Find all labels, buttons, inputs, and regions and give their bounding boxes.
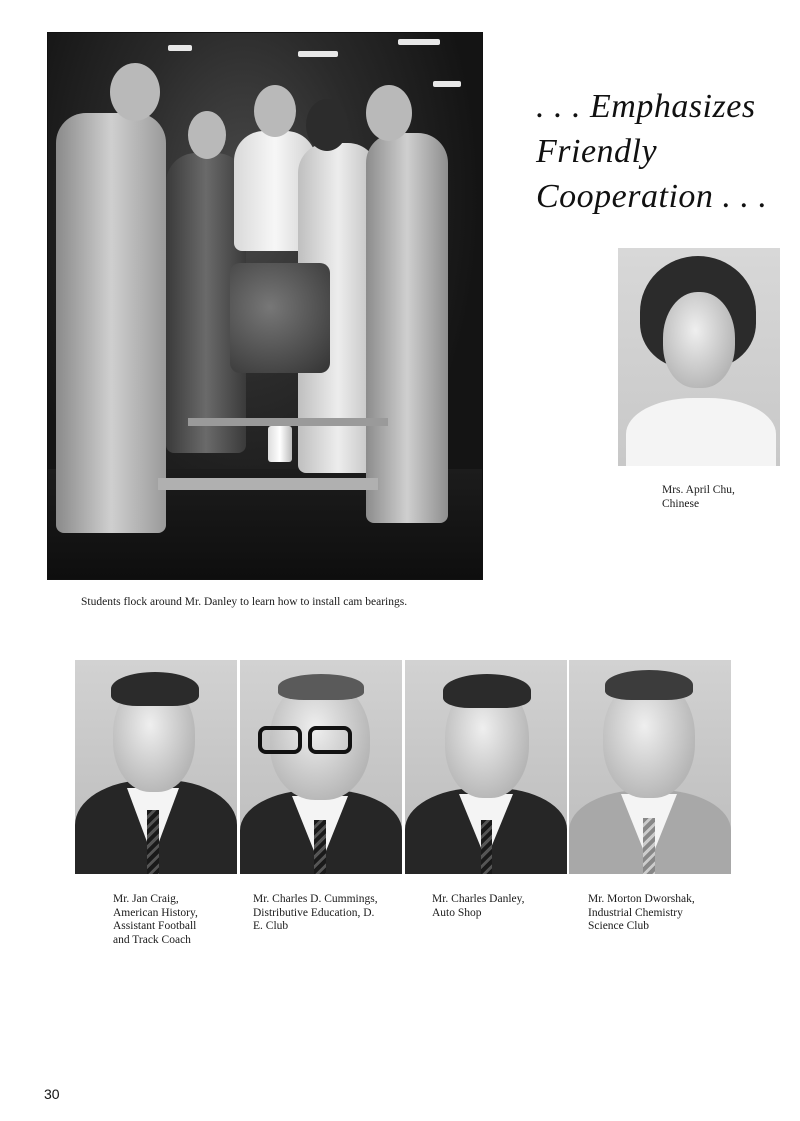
student-head xyxy=(366,85,412,141)
portrait-tie xyxy=(147,810,159,874)
headline-line: Friendly xyxy=(536,133,658,170)
portrait-caption-charles-cummings xyxy=(253,893,378,934)
headline xyxy=(536,84,786,219)
portrait-face xyxy=(663,292,735,388)
instructor-head xyxy=(254,85,296,137)
portrait-caption-jan-craig xyxy=(113,893,198,947)
caption-line: and Track Coach xyxy=(113,933,191,946)
glasses-lens-right xyxy=(308,726,352,754)
portrait-morton-dworshak xyxy=(569,660,731,874)
caption-line: Chinese xyxy=(662,497,700,510)
portrait-caption-april-chu xyxy=(662,484,735,511)
portrait-hair xyxy=(278,674,364,700)
ceiling-light xyxy=(298,51,338,57)
ceiling-light xyxy=(433,81,461,87)
caption-line: Mr. Charles Danley, xyxy=(432,893,525,905)
student-figure xyxy=(56,113,166,533)
portrait-charles-cummings xyxy=(240,660,402,874)
student-head xyxy=(110,63,160,121)
headline-line: . . . Emphasizes xyxy=(536,88,756,125)
caption-line: Mrs. April Chu, xyxy=(662,484,735,496)
student-head xyxy=(306,99,348,151)
portrait-jan-craig xyxy=(75,660,237,874)
portrait-caption-charles-danley xyxy=(432,893,525,920)
portrait-charles-danley xyxy=(405,660,567,874)
portrait-tie xyxy=(643,818,655,874)
portrait-tie xyxy=(481,820,492,874)
portrait-april-chu xyxy=(618,248,780,466)
student-figure xyxy=(366,133,448,523)
portrait-tie xyxy=(314,820,326,874)
portrait-hair xyxy=(111,672,199,706)
student-head xyxy=(188,111,226,159)
engine-stand xyxy=(188,418,388,426)
portrait-hair xyxy=(605,670,693,700)
caption-line: Mr. Charles D. Cummings, xyxy=(253,893,378,905)
portrait-hair xyxy=(443,674,531,708)
page-number: 30 xyxy=(44,1086,60,1102)
engine-stand-base xyxy=(158,478,378,490)
main-photo-caption: Students flock around Mr. Danley to learn how to install cam bearings. xyxy=(81,596,408,608)
headline-line: Cooperation . . . xyxy=(536,178,768,215)
engine-block xyxy=(230,263,330,373)
portrait-caption-morton-dworshak xyxy=(588,893,695,934)
glasses-lens-left xyxy=(258,726,302,754)
caption-line: Auto Shop xyxy=(432,906,482,919)
oil-can xyxy=(268,426,292,462)
caption-line: Assistant Football xyxy=(113,920,197,932)
caption-line: Mr. Morton Dworshak, xyxy=(588,893,695,905)
caption-line: American History, xyxy=(113,906,198,919)
caption-line: Distributive Education, D. xyxy=(253,906,375,919)
caption-line: Mr. Jan Craig, xyxy=(113,893,179,905)
caption-line: Industrial Chemistry xyxy=(588,906,683,919)
ceiling-light xyxy=(168,45,192,51)
main-photo-auto-shop xyxy=(47,32,483,580)
caption-line: Science Club xyxy=(588,920,649,932)
ceiling-light xyxy=(398,39,440,45)
portrait-blouse xyxy=(626,398,776,466)
caption-line: E. Club xyxy=(253,920,289,932)
